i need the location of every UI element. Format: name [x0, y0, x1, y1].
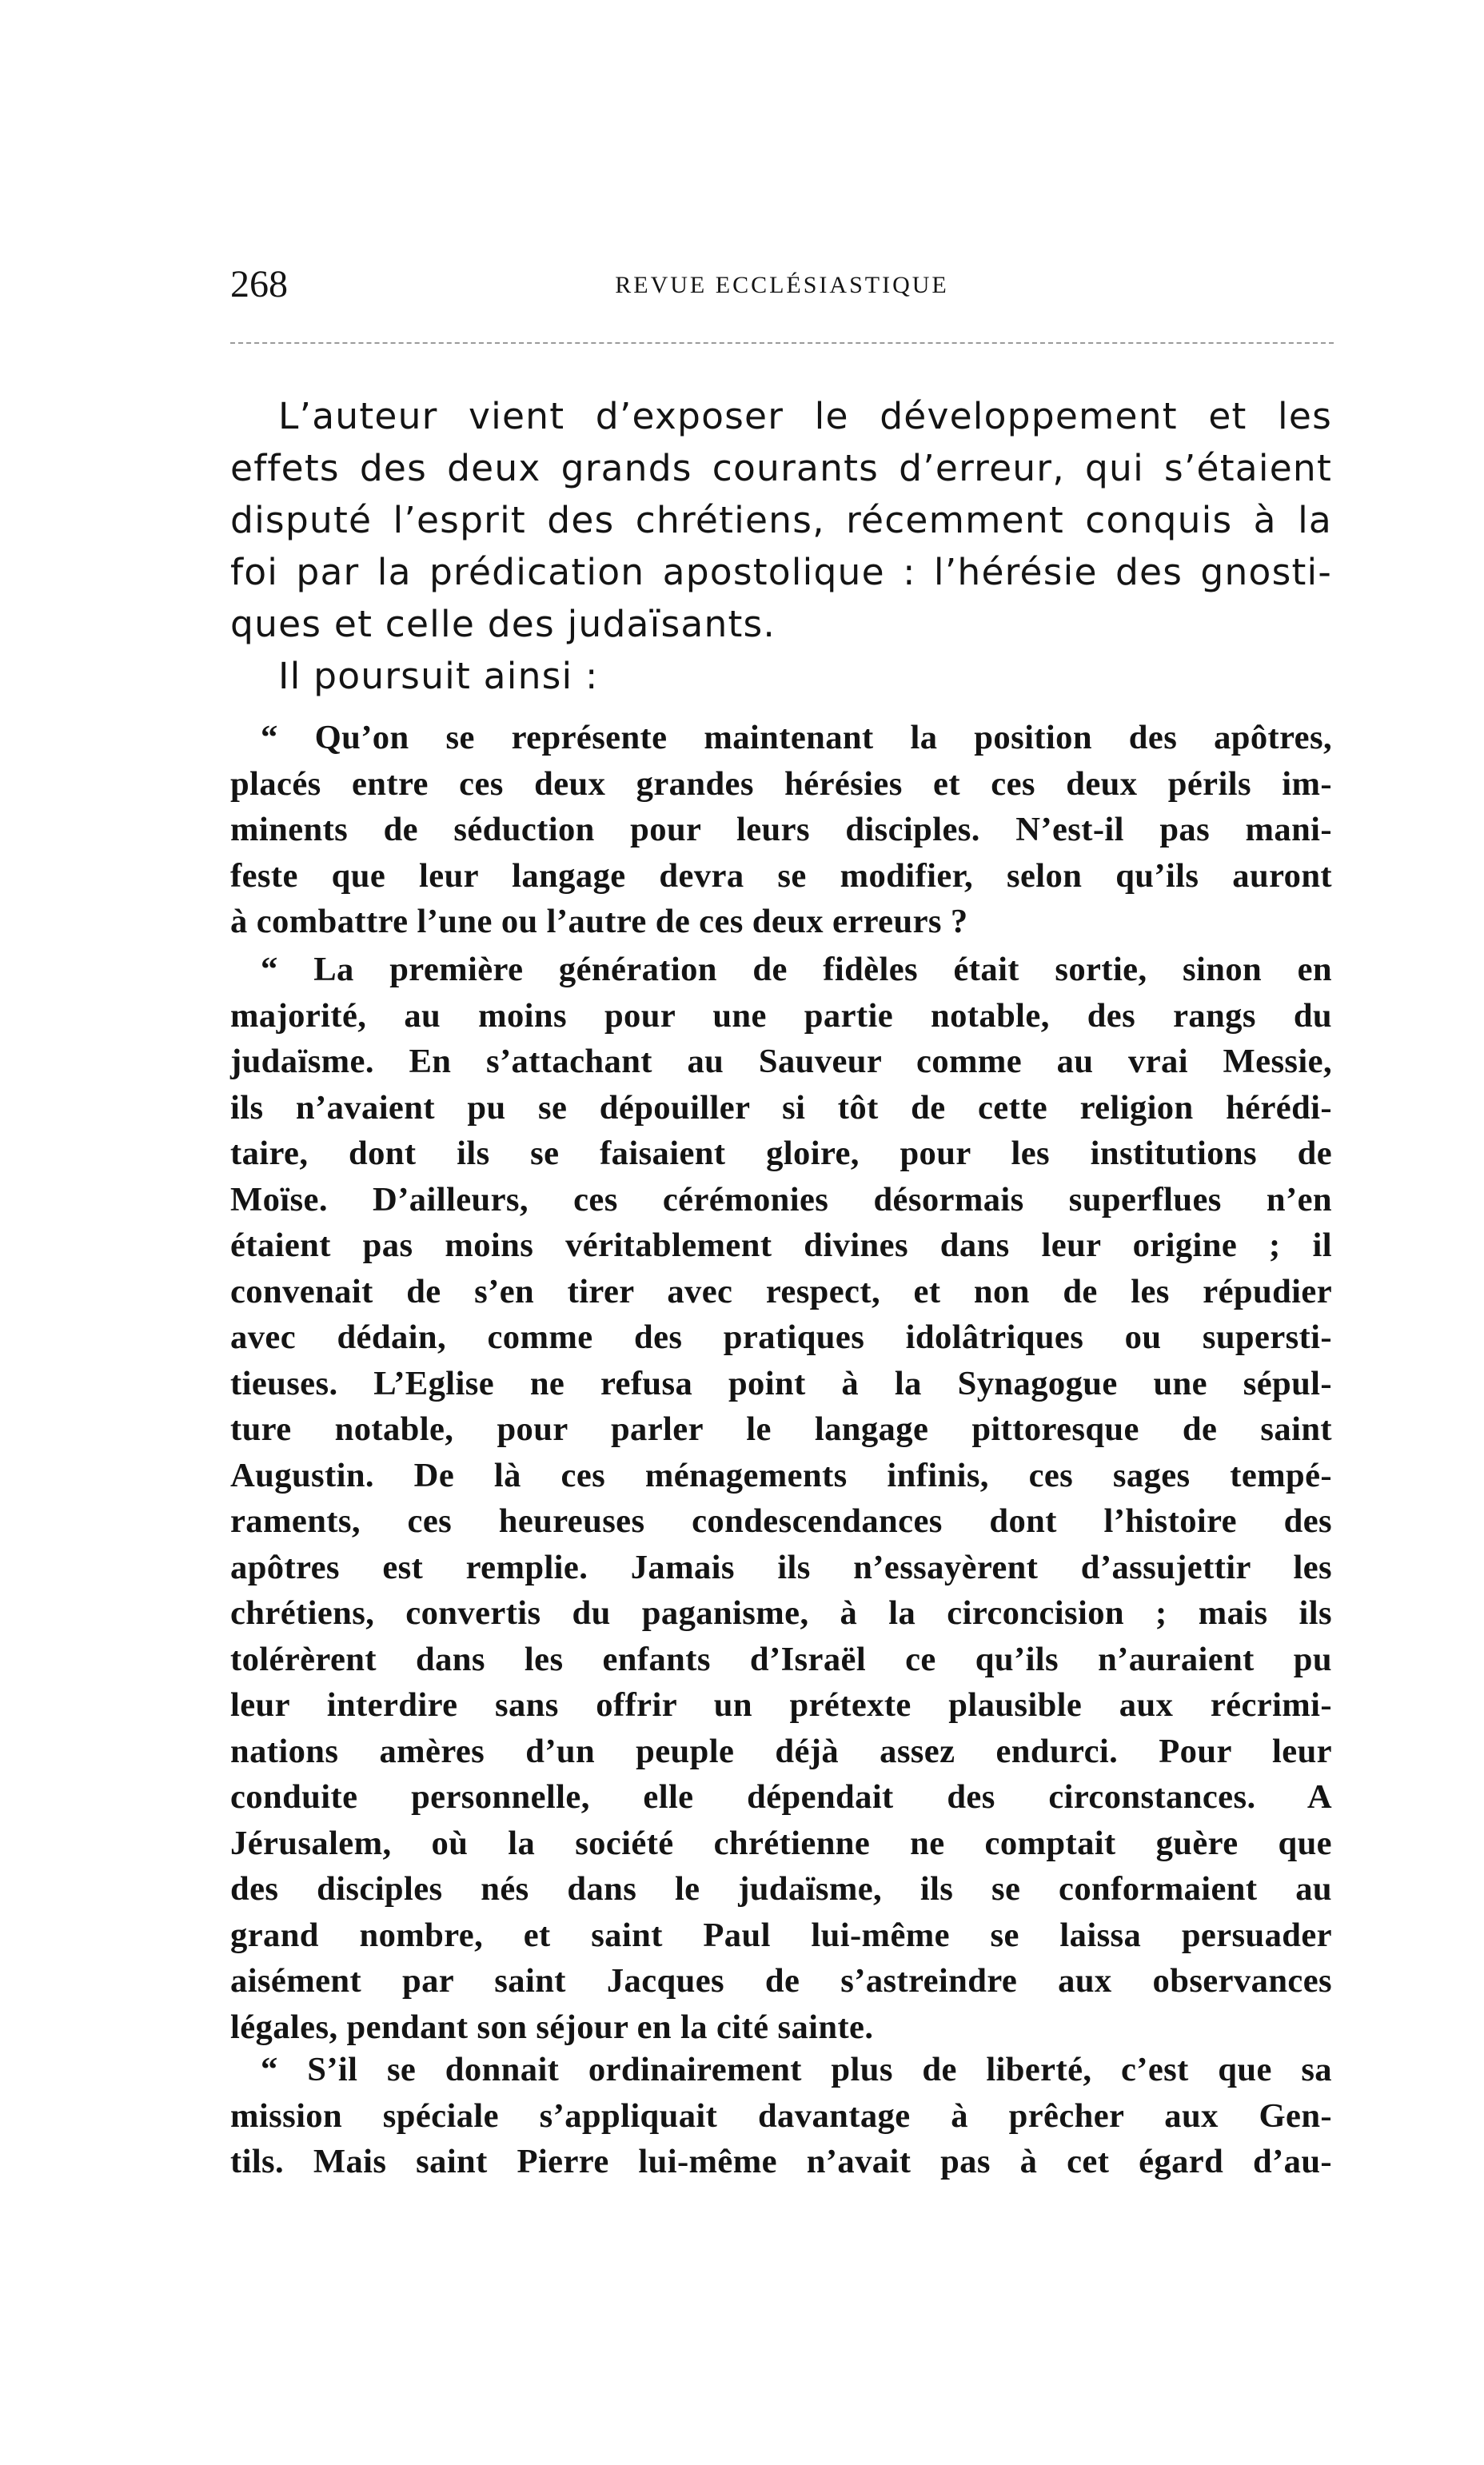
quote-paragraph-3	[230, 2047, 1332, 2185]
text-line: tieuses. L’Eglise ne refusa point à la Synagogue une sépul-	[230, 1364, 1332, 1402]
text-line: effets des deux grands courants d’erreur, qui s’étaient	[230, 447, 1332, 489]
text-line: ils n’avaient pu se dépouiller si tôt de cette religion hérédi-	[230, 1088, 1332, 1127]
text-line: L’auteur vient d’exposer le développement et les	[278, 395, 1332, 437]
text-line: judaïsme. En s’attachant au Sauveur comme au vrai Messie,	[230, 1043, 1332, 1080]
text-line: conduite personnelle, elle dépendait des circonstances. A	[230, 1778, 1332, 1816]
page-number: 268	[230, 263, 288, 305]
text-line: tils. Mais saint Pierre lui-même n’avait pas à cet égard d’au-	[230, 2143, 1332, 2180]
text-line: nations amères d’un peuple déjà assez endurci. Pour leur	[230, 1732, 1332, 1770]
text-line: majorité, au moins pour une partie notable, des rangs du	[230, 996, 1332, 1035]
text-line: avec dédain, comme des pratiques idolâtriques ou supersti-	[230, 1318, 1332, 1356]
text-line: feste que leur langage devra se modifier, selon qu’ils auront	[230, 856, 1332, 895]
text-line: leur interdire sans offrir un prétexte plausible aux récrimi-	[230, 1686, 1332, 1724]
text-line: convenait de s’en tirer avec respect, et non de les répudier	[230, 1272, 1332, 1310]
text-line: minents de séduction pour leurs disciples. N’est-il pas mani-	[230, 811, 1332, 848]
text-line: “ Qu’on se représente maintenant la position des apôtres,	[261, 719, 1332, 756]
text-line: chrétiens, convertis du paganisme, à la circoncision ; mais ils	[230, 1594, 1332, 1632]
text-line: grand nombre, et saint Paul lui-même se laissa persuader	[230, 1916, 1332, 1954]
text-line: raments, ces heureuses condescendances dont l’histoire des	[230, 1502, 1332, 1540]
text-line: des disciples nés dans le judaïsme, ils se conformaient au	[230, 1870, 1332, 1908]
text-line: mission spéciale s’appliquait davantage à prêcher aux Gen-	[230, 2096, 1332, 2135]
running-head: REVUE ECCLÉSIASTIQUE	[615, 272, 949, 298]
text-line: aisément par saint Jacques de s’astreindre aux observances	[230, 1962, 1332, 2000]
text-line: tolérèrent dans les enfants d’Israël ce qu’ils n’auraient pu	[230, 1640, 1332, 1678]
quote-paragraph-1	[230, 715, 1332, 945]
text-line: à combattre l’une ou l’autre de ces deux erreurs ?	[230, 903, 968, 940]
text-line: “ La première génération de fidèles était sortie, sinon en	[261, 951, 1332, 988]
text-line: étaient pas moins véritablement divines dans leur origine ; il	[230, 1227, 1332, 1264]
text-line: Il poursuit ainsi :	[278, 655, 599, 697]
header-rule	[230, 342, 1334, 344]
text-line: ques et celle des judaïsants.	[230, 603, 776, 645]
text-line: foi par la prédication apostolique : l’hérésie des gnosti-	[230, 551, 1332, 593]
text-line: taire, dont ils se faisaient gloire, pour les institutions de	[230, 1135, 1332, 1172]
text-line: placés entre ces deux grandes hérésies et ces deux périls im-	[230, 764, 1332, 803]
text-line: “ S’il se donnait ordinairement plus de liberté, c’est que sa	[261, 2051, 1332, 2088]
text-line: ture notable, pour parler le langage pittoresque de saint	[230, 1410, 1332, 1448]
paragraph-intro	[230, 390, 1332, 702]
text-line: disputé l’esprit des chrétiens, récemment conquis à la	[230, 499, 1332, 541]
text-line: Augustin. De là ces ménagements infinis, ces sages tempé-	[230, 1456, 1332, 1494]
quote-paragraph-2	[230, 947, 1332, 2050]
text-line: apôtres est remplie. Jamais ils n’essayèrent d’assujettir les	[230, 1548, 1332, 1586]
page-header	[230, 261, 1334, 309]
text-line: légales, pendant son séjour en la cité sainte.	[230, 2008, 874, 2046]
text-line: Jérusalem, où la société chrétienne ne comptait guère que	[230, 1824, 1332, 1862]
text-line: Moïse. D’ailleurs, ces cérémonies désormais superflues n’en	[230, 1180, 1332, 1219]
